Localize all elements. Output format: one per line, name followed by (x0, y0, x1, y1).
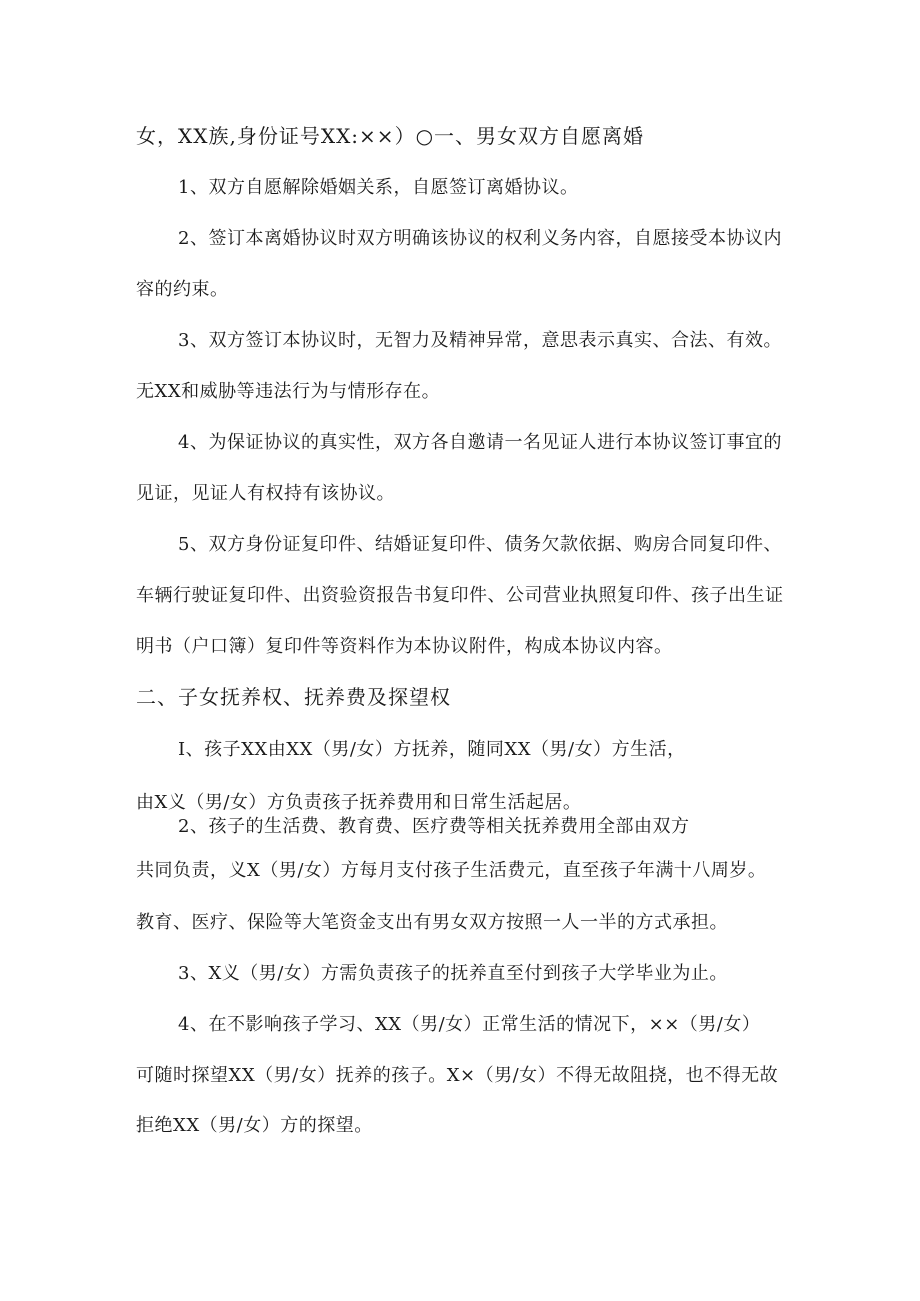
text-line-9: 5、双方身份证复印件、结婚证复印件、债务欠款依据、购房合同复印件、 (178, 534, 782, 555)
text-line-10: 车辆行驶证复印件、出资验资报告书复印件、公司营业执照复印件、孩子出生证 (136, 585, 784, 606)
text-line-19: 4、在不影响孩子学习、XX（男/女）正常生活的情况下，××（男/女） (178, 1014, 761, 1035)
text-line-21: 拒绝XX（男/女）方的探望。 (136, 1115, 373, 1136)
text-line-13: I、孩子XX由XX（男/女）方抚养，随同XX（男/女）方生活， (178, 739, 686, 760)
text-line-18: 3、X义（男/女）方需负责孩子的抚养直至付到孩子大学毕业为止。 (178, 963, 728, 984)
text-line-8: 见证，见证人有权持有该协议。 (136, 483, 395, 504)
text-line-4: 容的约束。 (136, 279, 229, 300)
text-line-5: 3、双方签订本协议时，无智力及精神异常，意思表示真实、合法、有效。 (178, 330, 782, 351)
section-heading: 二、子女抚养权、抚养费及探望权 (136, 685, 451, 709)
text-line-11: 明书（户口簿）复印件等资料作为本协议附件，构成本协议内容。 (136, 636, 673, 657)
text-line-7: 4、为保证协议的真实性，双方各自邀请一名见证人进行本协议签订事宜的 (178, 432, 782, 453)
text-line-6: 无XX和威胁等违法行为与情形存在。 (136, 381, 441, 402)
text-line-2: 1、双方自愿解除婚姻关系，自愿签订离婚协议。 (178, 177, 579, 198)
text-line-1: 女，XX族,身份证号XX:××）○一、男女双方自愿离婚 (136, 124, 645, 148)
text-line-16: 共同负责，义X（男/女）方每月支付孩子生活费元，直至孩子年满十八周岁。 (136, 860, 767, 881)
text-line-3: 2、签订本离婚协议时双方明确该协议的权利义务内容，自愿接受本协议内 (178, 228, 782, 249)
text-line-20: 可随时探望XX（男/女）抚养的孩子。X×（男/女）不得无故阻挠，也不得无故 (136, 1065, 779, 1086)
text-line-15: 2、孩子的生活费、教育费、医疗费等相关抚养费用全部由双方 (178, 816, 690, 837)
text-line-17: 教育、医疗、保险等大笔资金支出有男女双方按照一人一半的方式承担。 (136, 912, 728, 933)
text-line-14: 由X义（男/女）方负责孩子抚养费用和日常生活起居。 (136, 792, 582, 813)
